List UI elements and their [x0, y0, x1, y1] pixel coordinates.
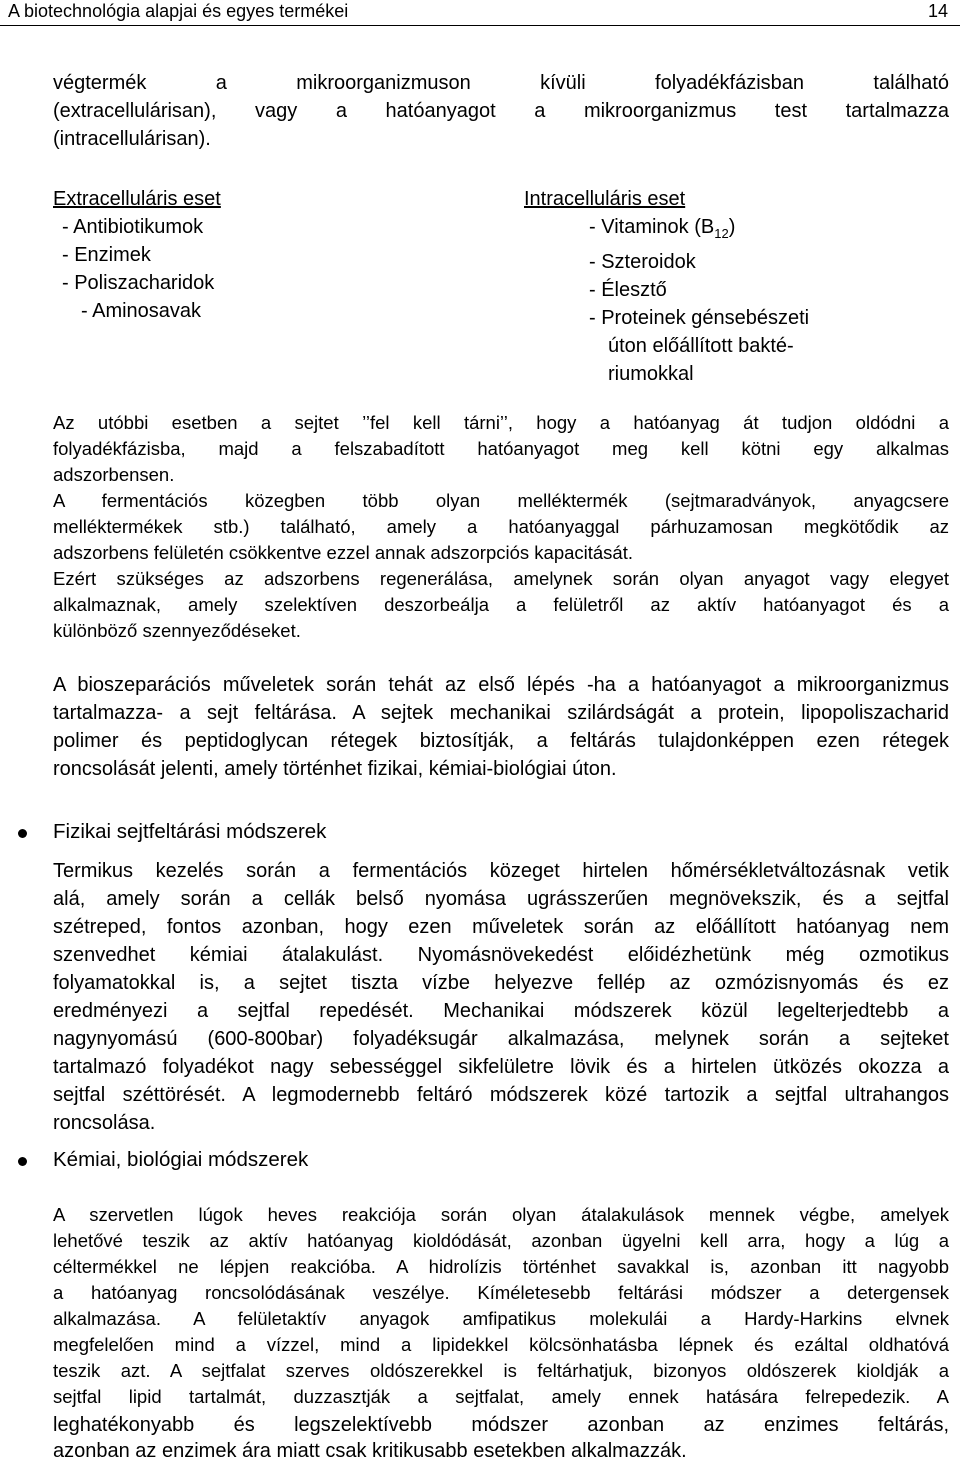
paragraph-line: szenvedhet kémiai átalakulást. Nyomásnövekedést előidézhetünk még ozmotikus [53, 944, 949, 966]
bullet-icon [18, 1157, 27, 1166]
paragraph-line: a hatóanyag roncsolódásának veszélye. Kíméletesebb feltárási módszer a detergensek [53, 1282, 949, 1303]
list-item: - Szteroidok [589, 251, 696, 273]
list-item: - Antibiotikumok [62, 216, 204, 238]
intro-line: (intracellulárisan). [53, 128, 211, 150]
paragraph-line: Termikus kezelés során a fermentációs közeget hirtelen hőmérsékletváltozásnak vetik [53, 860, 949, 882]
paragraph-line: alkalmazása. A felületaktív anyagok amfipatikus molekulái a Hardy-Harkins elvnek [53, 1308, 949, 1329]
list-item: - Proteinek génsebészeti [589, 307, 810, 329]
paragraph-line: A fermentációs közegben több olyan melléktermék (sejtmaradványok, anyagcsere [53, 490, 949, 511]
intro-line: végtermék a mikroorganizmuson kívüli folyadékfázisban található [53, 72, 949, 94]
list-item-continuation: riumokkal [608, 363, 694, 385]
intro-line: (extracellulárisan), vagy a hatóanyagot a mikroorganizmus test tartalmazza [53, 100, 949, 122]
paragraph-line: alá, amely során a cellák belső nyomása ugrásszerűen megnövekszik, és a sejtfal [53, 888, 949, 910]
intracellular-heading: Intracelluláris eset [524, 188, 686, 210]
paragraph-line: folyadékfázisba, majd a felszabadított hatóanyagot meg kell kötni egy alkalmas [53, 438, 949, 459]
paragraph-line: Ezért szükséges az adszorbens regenerálása, amelynek során olyan anyagot vagy elegyet [53, 568, 949, 589]
list-item: - Vitaminok $(B_{12})$ [589, 216, 736, 241]
paragraph-line: A szervetlen lúgok heves reakciója során olyan átalakulások mennek végbe, amelyek [53, 1204, 949, 1225]
paragraph-line: teszik azt. A sejtfalat szerves oldószerekkel is feltárhatjuk, bizonyos oldószerek kioldják a [53, 1360, 949, 1381]
paragraph-line: adszorbens felületén csökkentve ezzel annak adszorpciós kapacitását. [53, 542, 634, 563]
paragraph-line: megfelelően mind a vízzel, mind a lipidekkel kölcsönhatásba lépnek és ezáltal oldhatóvá [53, 1334, 949, 1355]
paragraph-line: eredményezi a sejtfal repedését. Mechanikai módszerek közül legelterjedtebb a [53, 1000, 949, 1022]
list-item: - Poliszacharidok [62, 272, 215, 294]
intracellular-list [524, 185, 809, 388]
paragraph-line: A bioszeparációs műveletek során tehát az első lépés -ha a hatóanyagot a mikroorganizmus [53, 674, 949, 696]
paragraph-line: roncsolása. [53, 1112, 156, 1134]
paragraph-line: céltermékkel ne lépjen reakcióba. A hidrolízis történhet savakkal is, azonban itt nagyobb [53, 1256, 949, 1277]
paragraph-line: lehetővé teszik az aktív hatóanyag kioldódását, azonban ügyelni kell arra, hogy a lúg a [53, 1230, 949, 1251]
paragraph-line: különböző szennyeződéseket. [53, 620, 301, 641]
list-item: - Élesztő [589, 279, 667, 301]
paragraph-line: azonban az enzimek ára miatt csak kritikusabb esetekben alkalmazzák. [53, 1440, 687, 1462]
extracellular-heading: Extracelluláris eset [53, 188, 221, 210]
paragraph-line: sejtfal széttörését. A legmodernebb feltáró módszerek közé tartozik a sejtfal ultrahangos [53, 1084, 949, 1106]
page-number: 14 [927, 1, 948, 21]
paragraph-line: leghatékonyabb és legszelektívebb módszer azonban az enzimes feltárás, [53, 1414, 949, 1436]
paragraph-line: melléktermékek stb.) található, amely a hatóanyaggal párhuzamosan megkötődik az [53, 516, 949, 537]
paragraph-line: szétreped, fontos azonban, hogy ezen műveletek során az előállított hatóanyag nem [53, 916, 949, 938]
paragraph-line: adszorbensen. [53, 464, 175, 485]
paragraph-line: Az utóbbi esetben a sejtet ’’fel kell tárni’’, hogy a hatóanyag át tudjon oldódni a [53, 412, 949, 433]
paragraph-line: nagynyomású (600-800bar) folyadéksugár alkalmazása, melynek során a sejteket [53, 1028, 949, 1050]
section-title: Fizikai sejtfeltárási módszerek [53, 820, 327, 843]
list-item: - Aminosavak [81, 300, 202, 322]
list-item: - Enzimek [62, 244, 151, 266]
paragraph-line: tartalmazza- a sejt feltárása. A sejtek mechanikai szilárdságát a protein, lipopoliszacharid [53, 702, 949, 724]
extracellular-list [53, 185, 221, 325]
paragraph-line: polimer és peptidoglycan rétegek biztosítják, a feltárás tulajdonképpen ezen rétegek [53, 730, 949, 752]
paragraph-line: tartalmazó folyadékot nagy sebességgel sikfelületre lövik és a hirtelen ütközés okozza a [53, 1056, 949, 1078]
document-title: A biotechnológia alapjai és egyes termékei [8, 1, 349, 21]
paragraph-line: roncsolását jelenti, amely történhet fizikai, kémiai-biológiai úton. [53, 758, 617, 780]
paragraph-line: sejtfal lipid tartalmát, duzzasztják a sejtfalat, amely ennek hatására felrepedezik. A [53, 1386, 949, 1407]
list-item-continuation: úton előállított bakté- [608, 335, 794, 357]
paragraph-line: alkalmaznak, amely szelektíven deszorbeálja a felületről az aktív hatóanyagot és a [53, 594, 949, 615]
bullet-icon [18, 829, 27, 838]
paragraph-line: folyamatokkal is, a sejtet tiszta vízbe helyezve fellép az ozmózisnyomás és ez [53, 972, 949, 994]
section-title: Kémiai, biológiai módszerek [53, 1148, 309, 1171]
page-header [0, 0, 960, 26]
